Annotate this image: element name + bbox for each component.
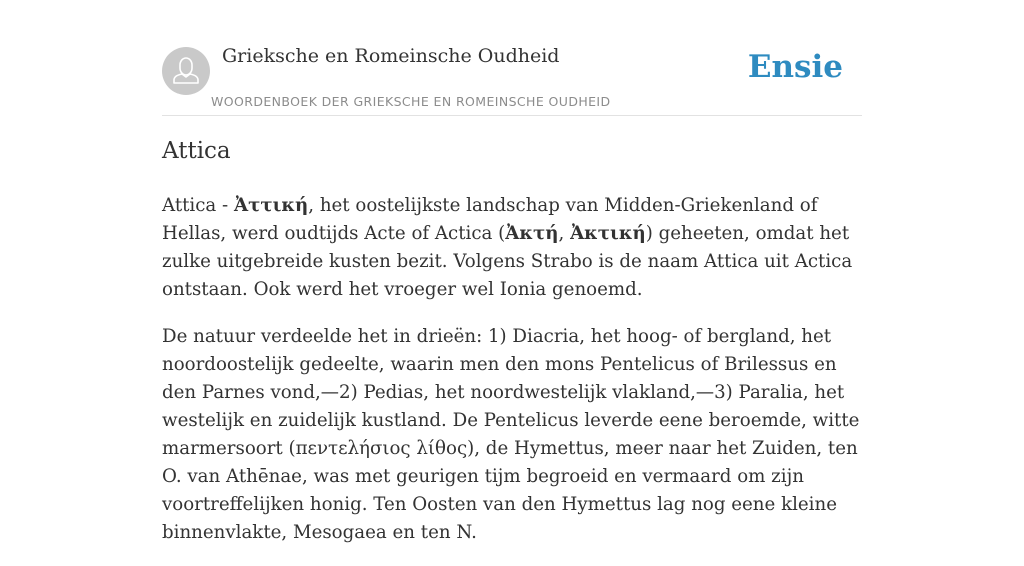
text-run: ) geheeten, omdat het zulke uitgebreide kusten bezit. Volgens Strabo is de naam Attica uit Actica ontstaan. Ook werd het vroeger wel Ionia genoemd. <box>162 223 853 300</box>
text-run: Attica - <box>162 195 234 216</box>
greek-term: Ἀττική <box>234 195 309 216</box>
article-title: Attica <box>162 138 231 164</box>
site-header <box>162 0 862 116</box>
site-subtitle: WOORDENBOEK DER GRIEKSCHE EN ROMEINSCHE OUDHEID <box>211 94 611 109</box>
text-run: , het oostelijkste landschap van Midden-Griekenland of Hellas, werd oudtijds Acte of Actica ( <box>162 195 818 244</box>
text-run: , <box>558 223 571 244</box>
site-title-link[interactable]: Grieksche en Romeinsche Oudheid <box>222 45 560 67</box>
greek-term: Ἀκτή <box>505 223 559 244</box>
article-paragraph-2: De natuur verdeelde het in drieën: 1) Diacria, het hoog- of bergland, het noordoostelijk gedeelte, waarin men den mons Pentelicus of Brilessus en den Parnes vond,—2) Pedias, het noordwestelijk vlakland,—3) Paralia, het westelijk en zuidelijk kustland. De Pentelicus leverde eene beroemde, witte marmersoort (πεντελήσιος λίθος), de Hymettus, meer naar het Zuiden, ten O. van Athēnae, was met geurigen tijm begroeid en vermaard om zijn voortreffelijken honig. Ten Oosten van den Hymettus lag nog eene kleine binnenvlakte, Mesogaea en ten N. <box>162 326 860 543</box>
article-body <box>162 192 862 566</box>
greek-term: Ἀκτική <box>570 223 646 244</box>
page <box>162 0 862 543</box>
user-icon[interactable] <box>162 47 210 95</box>
article-paragraph-1 <box>162 192 862 304</box>
ensie-logo-link[interactable]: Ensie <box>747 49 843 85</box>
